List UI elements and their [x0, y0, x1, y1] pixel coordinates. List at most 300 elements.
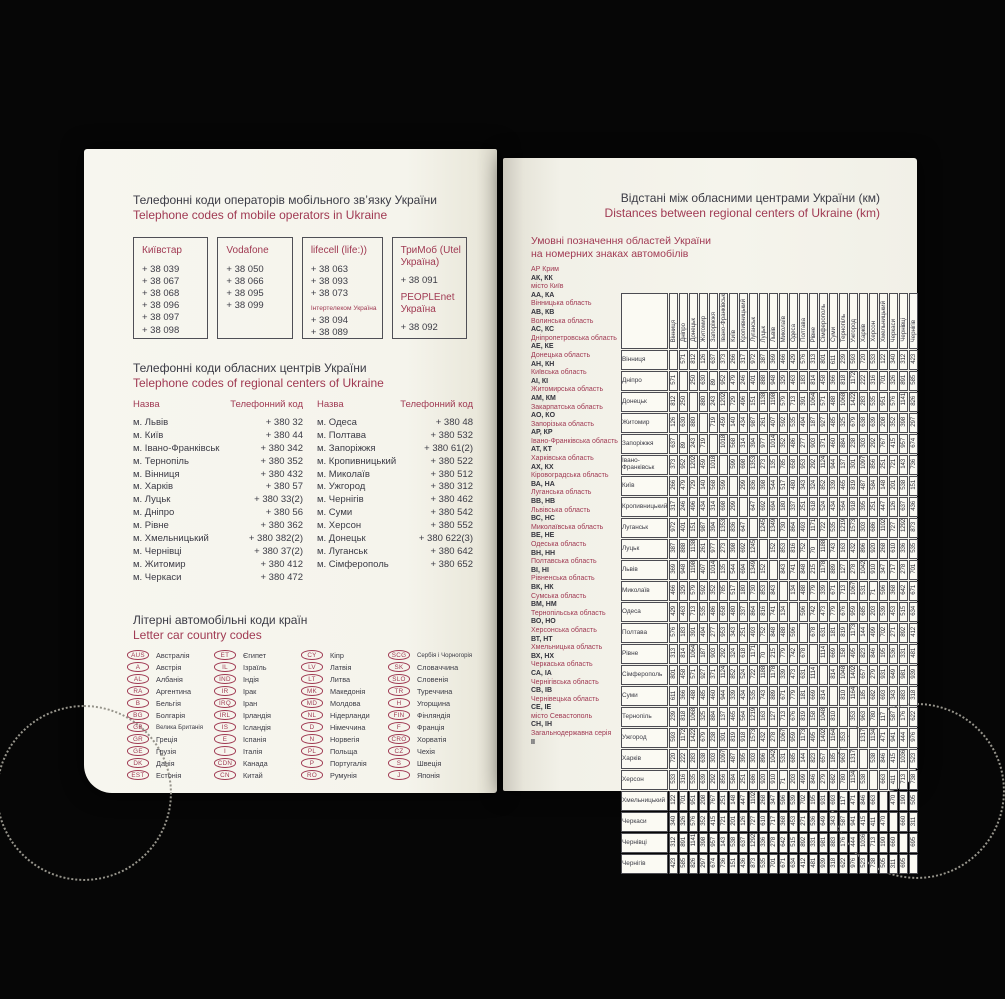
column-header-label: Харків	[860, 323, 868, 342]
distance-cell	[689, 644, 698, 664]
country-row	[388, 733, 475, 745]
distance-cell	[699, 518, 708, 538]
country-code-badge: IND	[214, 674, 236, 684]
table-row	[621, 434, 918, 454]
column-header-label: Рівне	[810, 326, 818, 342]
distance-value: 343	[830, 816, 838, 826]
distance-cell	[679, 413, 688, 433]
distance-cell	[769, 833, 778, 853]
distance-value: 387	[760, 354, 768, 364]
distance-cell	[849, 497, 858, 517]
distance-cell	[869, 434, 878, 454]
distance-cell	[889, 623, 898, 643]
distance-cell	[719, 581, 728, 601]
distance-value: 343	[730, 627, 738, 637]
distance-cell	[799, 476, 808, 496]
distance-value: 208	[700, 795, 708, 805]
operator-segment	[311, 245, 377, 300]
distance-cell	[699, 539, 708, 559]
column-header	[729, 293, 738, 349]
distance-value: 948	[680, 564, 688, 574]
distance-value: 373	[720, 354, 728, 364]
distance-cell	[759, 602, 768, 622]
diagonal-cell	[709, 434, 718, 454]
distance-cell	[779, 497, 788, 517]
distance-cell	[699, 350, 708, 370]
distance-value: 292	[720, 648, 728, 658]
distance-value: 215	[810, 564, 818, 574]
distance-cell	[839, 770, 848, 790]
distance-cell	[729, 455, 738, 475]
country-row	[127, 697, 214, 709]
operator-code: + 38 063	[310, 263, 349, 275]
distance-cell	[829, 434, 838, 454]
distance-value: 610	[890, 543, 898, 553]
distance-value: 927	[700, 669, 708, 679]
distance-value: 647	[740, 522, 748, 532]
plate-legend-title-line2: на номерних знаках автомобілів	[531, 248, 689, 260]
distance-cell	[689, 476, 698, 496]
distance-cell	[749, 791, 758, 811]
city-name: м. Херсон	[317, 520, 362, 532]
phone-code-row	[133, 430, 303, 443]
distance-cell	[829, 476, 838, 496]
city-name: м. Житомир	[133, 558, 186, 570]
distance-value: 742	[790, 648, 798, 658]
distance-value: 366	[680, 690, 688, 700]
mobile-codes-section-title	[133, 193, 437, 223]
distance-value: 473	[820, 606, 828, 616]
legend-item	[531, 404, 625, 421]
country-row	[301, 745, 388, 757]
distance-cell	[689, 455, 698, 475]
distance-cell	[769, 539, 778, 559]
distance-value: 671	[910, 585, 918, 595]
distance-cell	[739, 413, 748, 433]
country-code-badge: TR	[388, 686, 410, 696]
city-name: м. Полтава	[317, 429, 367, 441]
legend-plate-codes: АА, КА	[531, 291, 555, 299]
distance-cell	[859, 854, 868, 874]
distance-value: 531	[780, 753, 788, 763]
country-row	[127, 673, 214, 685]
distance-value: 853	[760, 585, 768, 595]
distance-value: 337	[740, 606, 748, 616]
distance-cell	[839, 686, 848, 706]
column-header	[739, 293, 748, 349]
country-name: Литва	[330, 674, 351, 684]
distance-value: 292	[710, 774, 718, 784]
distance-cell	[689, 497, 698, 517]
distance-value: 1141	[690, 834, 698, 847]
distance-value: 524	[740, 669, 748, 679]
distance-value: 852	[730, 669, 738, 679]
distance-value: 487	[730, 753, 738, 763]
distance-cell	[669, 560, 678, 580]
country-code-badge: MK	[301, 686, 323, 696]
distance-value: 752	[800, 543, 808, 553]
distance-cell	[689, 833, 698, 853]
distance-value: 631	[820, 627, 828, 637]
table-row	[621, 686, 918, 706]
distance-cell	[749, 665, 758, 685]
distance-value: 1124	[820, 456, 828, 469]
country-name: Болгарія	[156, 710, 186, 720]
distance-value: 1018	[720, 435, 728, 448]
distance-value: 303	[750, 753, 758, 763]
distance-cell	[709, 686, 718, 706]
phone-code-row	[317, 507, 473, 520]
distance-value: 271	[800, 816, 808, 826]
column-header	[669, 293, 678, 349]
distance-value: 394	[710, 522, 718, 532]
distance-value: 317	[670, 501, 678, 511]
operator-box	[302, 237, 383, 339]
distance-cell	[899, 707, 908, 727]
operator-code: + 38 068	[142, 287, 180, 299]
table-row	[621, 413, 918, 433]
diagonal-cell	[849, 728, 858, 748]
legend-region-name: Черкаська область	[531, 661, 593, 669]
legend-item	[531, 524, 625, 541]
distance-value: 1048	[820, 708, 828, 721]
distance-value: 292	[870, 438, 878, 448]
legend-region-name: місто Київ	[531, 283, 564, 291]
distance-value: 71	[870, 588, 878, 595]
country-name: Швеція	[417, 758, 442, 768]
distance-cell	[749, 812, 758, 832]
legend-plate-codes: АО, КО	[531, 412, 556, 420]
distance-cell	[709, 602, 718, 622]
phone-list-header	[133, 399, 303, 412]
distance-value: 246	[740, 375, 748, 385]
distance-value: 1353	[720, 519, 728, 532]
city-name: м. Київ	[133, 429, 164, 441]
distance-value: 538	[870, 753, 878, 763]
distance-value: 412	[910, 627, 918, 637]
country-column	[301, 649, 388, 781]
distance-value: 279	[870, 669, 878, 679]
distance-cell	[859, 581, 868, 601]
distance-value: 436	[740, 858, 748, 868]
column-header	[799, 293, 808, 349]
distance-cell	[909, 413, 918, 433]
distance-cell	[739, 770, 748, 790]
legend-plate-codes: ВН, НН	[531, 549, 556, 557]
distance-cell	[829, 749, 838, 769]
distance-value: 948	[770, 375, 778, 385]
distance-cell	[779, 791, 788, 811]
distance-cell	[849, 455, 858, 475]
distance-value: 459	[700, 459, 708, 469]
distance-value: 568	[730, 438, 738, 448]
distance-cell	[779, 707, 788, 727]
distance-cell	[889, 686, 898, 706]
distance-cell	[719, 791, 728, 811]
table-row	[621, 455, 918, 475]
diagonal-cell	[699, 413, 708, 433]
country-name: Китай	[243, 770, 263, 780]
distance-cell	[729, 728, 738, 748]
distance-cell	[819, 350, 828, 370]
phone-code-row	[317, 456, 473, 469]
distance-value: 251	[740, 627, 748, 637]
distance-value: 671	[830, 585, 838, 595]
distance-cell	[909, 791, 918, 811]
distance-cell	[729, 539, 738, 559]
distance-value: 826	[690, 858, 698, 868]
distance-value: 693	[830, 795, 838, 805]
distance-cell	[719, 560, 728, 580]
distance-cell	[859, 392, 868, 412]
legend-item	[531, 679, 625, 696]
column-header	[829, 293, 838, 349]
distance-value: 892	[800, 837, 808, 847]
distance-value: 493	[750, 627, 758, 637]
distance-value: 1124	[720, 666, 728, 679]
distance-value: 488	[800, 585, 808, 595]
phone-code-row	[133, 481, 303, 494]
distance-cell	[869, 539, 878, 559]
distance-value: 579	[780, 396, 788, 406]
distance-cell	[799, 812, 808, 832]
country-code-badge: I	[214, 746, 236, 756]
distance-cell	[849, 371, 858, 391]
distance-value: 939	[910, 669, 918, 679]
distance-value: 444	[900, 732, 908, 742]
distance-cell	[859, 770, 868, 790]
distance-value: 671	[780, 858, 788, 868]
distance-value: 785	[780, 459, 788, 469]
distance-value: 599	[730, 459, 738, 469]
distance-cell	[849, 350, 858, 370]
distance-value: 814	[820, 690, 828, 700]
distance-cell	[809, 770, 818, 790]
distance-cell	[789, 539, 798, 559]
distance-cell	[799, 665, 808, 685]
country-code-badge: S	[388, 758, 410, 768]
operator-code: + 38 098	[142, 324, 180, 336]
distance-value: 738	[910, 774, 918, 784]
legend-region-name: Львівська область	[531, 506, 591, 514]
distance-cell	[839, 539, 848, 559]
distance-value: 713	[870, 837, 878, 847]
legend-region-name: Запорізька область	[531, 420, 595, 428]
distance-value: 634	[910, 606, 918, 616]
distance-value: 939	[820, 858, 828, 868]
distance-value: 261	[700, 543, 708, 553]
distance-value: 701	[770, 858, 778, 868]
distance-value: 721	[720, 816, 728, 826]
distance-value: 910	[870, 564, 878, 574]
distance-value: 268	[760, 795, 768, 805]
distance-cell	[899, 434, 908, 454]
distance-cell	[789, 686, 798, 706]
distance-cell	[779, 602, 788, 622]
legend-item	[531, 369, 625, 386]
row-header: Харків	[621, 749, 668, 769]
distance-value: 1067	[780, 729, 788, 742]
distance-cell	[749, 434, 758, 454]
distance-value: 720	[860, 354, 868, 364]
distance-value: 187	[700, 648, 708, 658]
distance-cell	[739, 812, 748, 832]
distance-cell	[729, 833, 738, 853]
distance-cell	[909, 560, 918, 580]
distance-cell	[809, 392, 818, 412]
column-header	[689, 293, 698, 349]
distance-cell	[789, 644, 798, 664]
distance-value: 752	[760, 627, 768, 637]
distance-cell	[749, 413, 758, 433]
distance-cell	[799, 833, 808, 853]
distance-cell	[689, 707, 698, 727]
distance-value: 190	[880, 837, 888, 847]
distance-value: 336	[900, 543, 908, 553]
distance-cell	[679, 455, 688, 475]
distance-cell	[899, 812, 908, 832]
distance-cell	[819, 602, 828, 622]
legend-item	[531, 472, 625, 489]
distance-value: 485	[700, 690, 708, 700]
distance-value: 816	[790, 543, 798, 553]
distance-value: 339	[830, 480, 838, 490]
table-row	[621, 539, 918, 559]
distance-value: 585	[680, 858, 688, 868]
distance-cell	[789, 518, 798, 538]
distance-value: 848	[800, 564, 808, 574]
distance-value: 373	[670, 459, 678, 469]
city-name: м. Чернівці	[133, 545, 182, 557]
distance-cell	[679, 602, 688, 622]
diagonal-cell	[769, 560, 778, 580]
distance-value: 931	[820, 795, 828, 805]
distance-cell	[689, 665, 698, 685]
distance-cell	[699, 791, 708, 811]
country-code-badge: IRL	[214, 710, 236, 720]
distance-value: 311	[890, 858, 898, 868]
country-row	[214, 661, 301, 673]
distance-cell	[779, 833, 788, 853]
operator-code: + 38 094	[310, 315, 349, 327]
distance-cell	[899, 392, 908, 412]
distance-cell	[869, 371, 878, 391]
distance-value: 592	[780, 417, 788, 427]
country-code-badge: D	[301, 722, 323, 732]
distance-value: 299	[740, 480, 748, 490]
distance-cell	[899, 770, 908, 790]
distance-value: 719	[710, 417, 718, 427]
distance-cell	[749, 749, 758, 769]
distance-value: 593	[670, 732, 678, 742]
distance-cell	[679, 644, 688, 664]
table-row	[621, 581, 918, 601]
distance-value: 313	[810, 354, 818, 364]
distance-cell	[699, 581, 708, 601]
phone-code-row	[317, 469, 473, 482]
distance-value: 873	[910, 522, 918, 532]
distance-cell	[799, 539, 808, 559]
phone-code-row	[133, 507, 303, 520]
distance-cell	[789, 476, 798, 496]
distance-cell	[829, 770, 838, 790]
name-column-header: Назва	[133, 399, 160, 410]
distance-value: 856	[870, 459, 878, 469]
distance-value: 780	[870, 711, 878, 721]
distance-cell	[839, 560, 848, 580]
row-header: Тернопіль	[621, 707, 668, 727]
distance-cell	[759, 707, 768, 727]
legend-plate-codes: ВІ, НІ	[531, 566, 549, 574]
phone-code-value: + 380 342	[260, 442, 303, 454]
distance-cell	[689, 434, 698, 454]
distance-cell	[889, 644, 898, 664]
distance-value: 277	[710, 627, 718, 637]
distance-cell	[869, 854, 878, 874]
country-name: Румунія	[330, 770, 357, 780]
distance-value: 972	[750, 354, 758, 364]
distance-cell	[879, 707, 888, 727]
distance-value: 953	[800, 459, 808, 469]
phone-code-row	[317, 546, 473, 559]
legend-region-name: Херсонська область	[531, 626, 597, 634]
distance-value: 1573	[750, 729, 758, 742]
distance-cell	[739, 602, 748, 622]
distance-value: 499	[800, 774, 808, 784]
operator-code: + 38 039	[142, 263, 180, 275]
distance-cell	[669, 749, 678, 769]
country-name: Канада	[243, 758, 268, 768]
distance-cell	[689, 791, 698, 811]
distance-value: 767	[880, 438, 888, 448]
phone-code-value: + 380 542	[430, 507, 473, 519]
column-header	[869, 293, 878, 349]
distance-cell	[869, 707, 878, 727]
distance-value: 785	[720, 585, 728, 595]
distance-cell	[759, 644, 768, 664]
distance-cell	[819, 707, 828, 727]
country-row	[301, 721, 388, 733]
legend-item	[531, 438, 625, 455]
distance-value: 883	[830, 837, 838, 847]
distance-cell	[909, 392, 918, 412]
legend-region-name: місто Севастополь	[531, 712, 593, 720]
legend-region-name: Донецька область	[531, 351, 591, 359]
distance-cell	[799, 350, 808, 370]
column-header-label: Запоріжжя	[710, 312, 718, 342]
distance-value: 481	[810, 858, 818, 868]
legend-plate-codes: АІ, КІ	[531, 377, 549, 385]
distance-value: 301	[850, 459, 858, 469]
distance-value: 888	[760, 375, 768, 385]
distance-value: 587	[840, 816, 848, 826]
distance-cell	[799, 791, 808, 811]
distance-value: 814	[680, 648, 688, 658]
column-header-label: Миколаїв	[780, 315, 788, 342]
distance-cell	[819, 581, 828, 601]
legend-item	[531, 421, 625, 438]
diagonal-cell	[859, 749, 868, 769]
city-name: м. Запоріжжя	[317, 442, 376, 454]
distance-value: 587	[890, 711, 898, 721]
distance-cell	[699, 497, 708, 517]
distance-cell	[809, 455, 818, 475]
distance-cell	[699, 749, 708, 769]
distance-cell	[699, 623, 708, 643]
distance-cell	[689, 350, 698, 370]
phone-code-row	[133, 417, 303, 430]
distance-cell	[889, 413, 898, 433]
